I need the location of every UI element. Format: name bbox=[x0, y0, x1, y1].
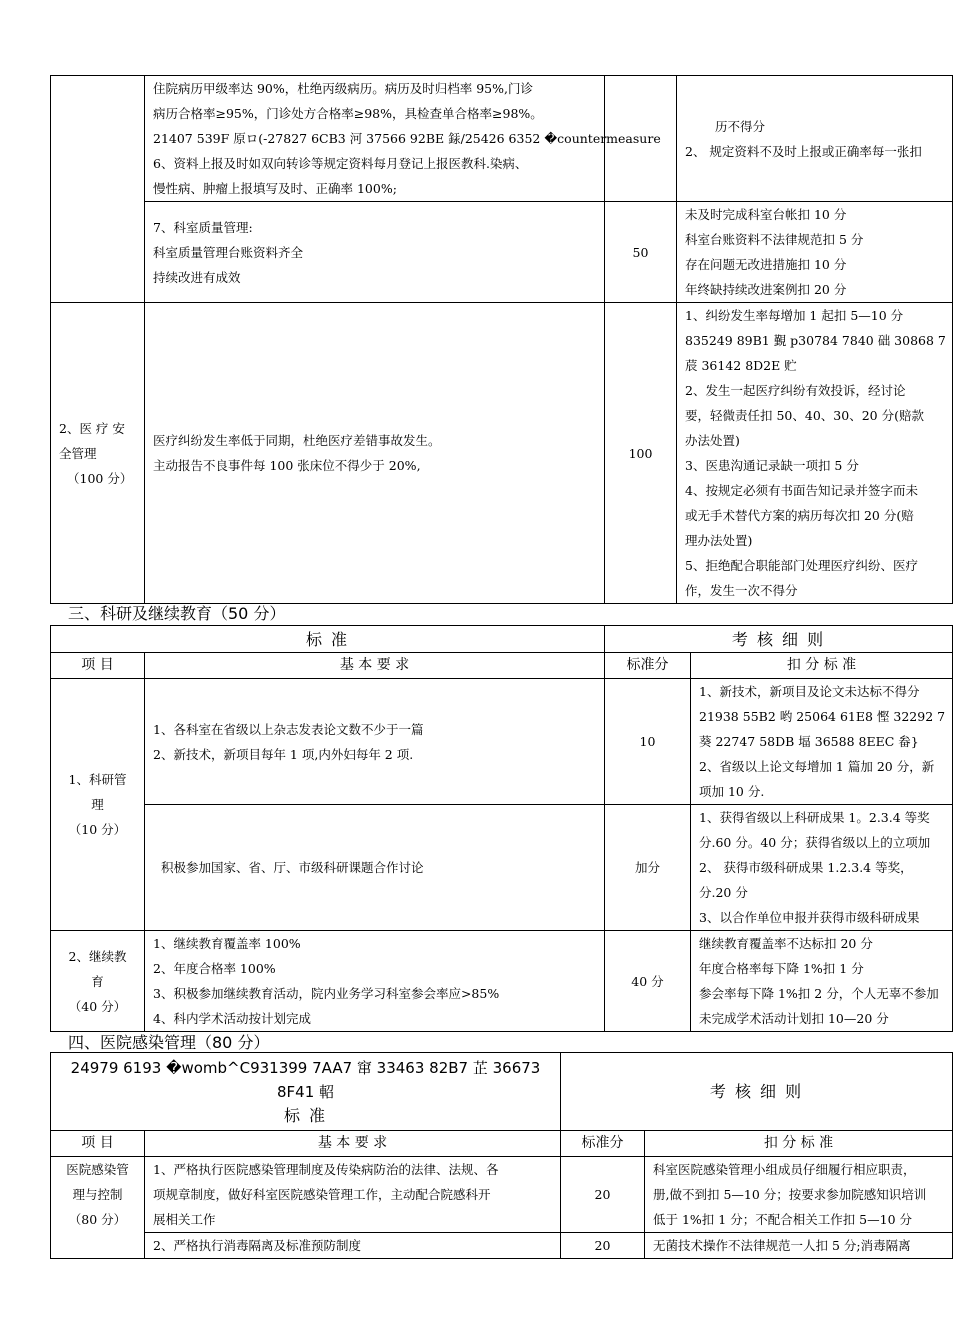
text-line: 科室台账资料不法律规范扣 5 分 bbox=[685, 232, 864, 247]
col-item: 项 目 bbox=[51, 653, 145, 679]
text-line: 21938 55B2 哟 25064 61E8 慳 32292 7 bbox=[699, 709, 946, 724]
text-line: 理办法处置) bbox=[685, 533, 753, 548]
header-standard bbox=[51, 1053, 561, 1131]
text-line: 年终缺持续改进案例扣 20 分 bbox=[685, 282, 847, 297]
text-line: 1、严格执行医院感染管理制度及传染病防治的法律、法规、各 bbox=[153, 1162, 499, 1177]
text-line: 3、医患沟通记录缺一项扣 5 分 bbox=[685, 458, 859, 473]
section-title: 三、科研及继续教育（50 分） bbox=[68, 604, 286, 623]
text-line: 1、各科室在省级以上杂志发表论文数不少于一篇 bbox=[153, 721, 424, 737]
text-line: 1、继续教育覆盖率 100% bbox=[153, 936, 301, 951]
deduction-cell bbox=[677, 202, 953, 303]
text-line: 7、科室质量管理: bbox=[153, 219, 253, 235]
table-row bbox=[51, 679, 953, 805]
text-line: 2、省级以上论文每增加 1 篇加 20 分，新 bbox=[699, 759, 935, 774]
text-line: 要，轻微责任扣 50、40、30、20 分(赔款 bbox=[685, 408, 924, 423]
col-deduction-standard: 扣 分 标 准 bbox=[691, 653, 953, 679]
header-standard: 标 准 bbox=[51, 626, 605, 653]
text-line: 2、医 疗 安 bbox=[59, 420, 125, 436]
text-line: （40 分） bbox=[68, 998, 127, 1014]
text-line: 作，发生一次不得分 bbox=[685, 583, 798, 598]
text-line: 展相关工作 bbox=[153, 1212, 216, 1227]
score-cell: 40 分 bbox=[605, 931, 691, 1032]
header-check-rules: 考 核 细 则 bbox=[605, 626, 953, 653]
text-line: 莀 36142 8D2E 贮 bbox=[685, 358, 797, 373]
text-line: 3、积极参加继续教育活动，院内业务学习科室参会率应>85% bbox=[153, 986, 500, 1001]
score-cell: 20 bbox=[561, 1233, 645, 1259]
text-line: 医疗纠纷发生率低于同期，杜绝医疗差错事故发生。 bbox=[153, 433, 441, 448]
text-line: 未完成学术活动计划扣 10—20 分 bbox=[699, 1011, 889, 1026]
text-line: 6、资料上报及时如双向转诊等规定资料每月登记上报医教科.染病、 bbox=[153, 156, 528, 171]
text-line: 育 bbox=[91, 973, 104, 989]
text-line: 低于 1%扣 1 分；不配合相关工作扣 5—10 分 bbox=[653, 1212, 913, 1227]
col-standard-score: 标准分 bbox=[561, 1131, 645, 1157]
text-line: 理与控制 bbox=[72, 1187, 123, 1202]
deduction-cell bbox=[691, 931, 953, 1032]
text-line: 项加 10 分. bbox=[699, 784, 765, 799]
text-line: 分.20 分 bbox=[699, 885, 748, 900]
basic-requirement-cell bbox=[145, 805, 605, 931]
deduction-cell bbox=[677, 76, 953, 202]
score-cell: 50 bbox=[605, 202, 677, 303]
table-row bbox=[51, 1233, 953, 1259]
table-header-row bbox=[51, 626, 953, 653]
text-line: 参会率每下降 1%扣 2 分，个人无辜不参加 bbox=[699, 986, 939, 1001]
text-line: 住院病历甲级率达 90%，杜绝丙级病历。病历及时归档率 95%,门诊 bbox=[153, 81, 533, 96]
table-header-row bbox=[51, 653, 953, 679]
score-cell: 20 bbox=[561, 1157, 645, 1233]
header-check-rules: 考 核 细 则 bbox=[561, 1053, 953, 1131]
deduction-cell bbox=[691, 679, 953, 805]
deduction-cell bbox=[677, 303, 953, 604]
text-line: （10 分） bbox=[68, 822, 127, 837]
text-line: 病历合格率≥95%，门诊处方合格率≥98%，具检查单合格率≥98%。 bbox=[153, 106, 543, 121]
deduction-cell bbox=[691, 805, 953, 931]
text-line: （80 分） bbox=[68, 1212, 127, 1227]
text-line: 办法处置) bbox=[685, 433, 740, 448]
text-line: 2、 规定资料不及时上报或正确率每一张扣 bbox=[685, 143, 922, 159]
text-line: 理 bbox=[91, 797, 104, 812]
text-line: 1、科研管 bbox=[68, 772, 127, 787]
text-line: 主动报告不良事件每 100 张床位不得少于 20%, bbox=[153, 458, 421, 473]
item-cell bbox=[51, 931, 145, 1032]
infection-control-table bbox=[50, 1052, 953, 1259]
col-basic-requirements: 基 本 要 求 bbox=[145, 1131, 561, 1157]
table-row bbox=[51, 202, 953, 303]
text-line: 册,做不到扣 5—10 分；按要求参加院感知识培训 bbox=[653, 1187, 927, 1202]
table-header-row bbox=[51, 1131, 953, 1157]
text-line: 21407 539F 原ロ(-27827 6CB3 河 37566 92BE 銾/25426 6352 �countermeasure bbox=[153, 131, 661, 146]
item-cell-empty bbox=[51, 76, 145, 303]
basic-requirement-cell bbox=[145, 931, 605, 1032]
quality-table-continued bbox=[50, 75, 953, 604]
text-line: 5、拒绝配合职能部门处理医疗纠纷、医疗 bbox=[685, 558, 918, 573]
basic-requirement-cell bbox=[145, 679, 605, 805]
basic-requirement-cell bbox=[145, 1233, 561, 1259]
text-line: 2、继续教 bbox=[68, 948, 127, 964]
text-line: 葵 22747 58DB 堛 36588 8EEC 畚} bbox=[699, 734, 919, 749]
text-line: （100 分） bbox=[67, 470, 133, 486]
item-cell bbox=[51, 303, 145, 604]
text-line: 1、新技术，新项目及论文未达标不得分 bbox=[699, 684, 920, 699]
text-line: 积极参加国家、省、厅、市级科研课题合作讨论 bbox=[161, 860, 424, 875]
text-line: 项规章制度，做好科室医院感染管理工作，主动配合院感科开 bbox=[153, 1187, 491, 1202]
text-line: 3、以合作单位申报并获得市级科研成果 bbox=[699, 910, 920, 925]
text-line: 835249 89B1 覲 p30784 7840 础 30868 7 bbox=[685, 333, 946, 348]
text-line: 4、科内学术活动按计划完成 bbox=[153, 1011, 311, 1026]
deduction-cell bbox=[645, 1233, 953, 1259]
score-cell: 100 bbox=[605, 303, 677, 604]
text-line: 24979 6193 �womb^C931399 7AA7 窜 33463 82B7 芷 36673 bbox=[70, 1058, 541, 1077]
text-line: 慢性病、肿瘤上报填写及时、正确率 100%; bbox=[153, 181, 397, 196]
research-education-table bbox=[50, 625, 953, 1032]
table-row bbox=[51, 303, 953, 604]
text-line: 历不得分 bbox=[715, 118, 766, 134]
text-line: 分.60 分。40 分；获得省级以上的立项加 bbox=[699, 835, 931, 850]
col-basic-requirements: 基 本 要 求 bbox=[145, 653, 605, 679]
text-line: 科室医院感染管理小组成员仔细履行相应职责， bbox=[653, 1162, 916, 1177]
item-cell bbox=[51, 679, 145, 931]
text-line: 医院感染管 bbox=[66, 1162, 129, 1177]
text-line: 继续教育覆盖率不达标扣 20 分 bbox=[699, 936, 873, 951]
text-line: 标 准 bbox=[283, 1105, 328, 1125]
text-line: 1、纠纷发生率每增加 1 起扣 5—10 分 bbox=[685, 308, 904, 323]
col-item: 项 目 bbox=[51, 1131, 145, 1157]
text-line: 2、年度合格率 100% bbox=[153, 961, 276, 976]
text-line: 持续改进有成效 bbox=[153, 269, 241, 285]
text-line: 2、严格执行消毒隔离及标准预防制度 bbox=[153, 1238, 361, 1253]
table-row bbox=[51, 76, 953, 202]
basic-requirement-cell bbox=[145, 1157, 561, 1233]
text-line: 4、按规定必须有书面告知记录并签字而未 bbox=[685, 483, 918, 498]
score-cell: 加分 bbox=[605, 805, 691, 931]
table-header-row bbox=[51, 1053, 953, 1131]
text-line: 无菌技术操作不法律规范一人扣 5 分;消毒隔离 bbox=[653, 1238, 911, 1253]
text-line: 2、发生一起医疗纠纷有效投诉，经讨论 bbox=[685, 383, 906, 398]
col-deduction-standard: 扣 分 标 准 bbox=[645, 1131, 953, 1157]
basic-requirement-cell bbox=[145, 76, 661, 202]
basic-requirement-cell bbox=[145, 202, 605, 303]
text-line: 2、新技术，新项目每年 1 项,内外妇每年 2 项. bbox=[153, 746, 414, 762]
basic-requirement-cell bbox=[145, 303, 605, 604]
table-row bbox=[51, 1157, 953, 1233]
text-line: 存在问题无改进措施扣 10 分 bbox=[685, 257, 847, 272]
text-line: 2、 获得市级科研成果 1.2.3.4 等奖， bbox=[699, 860, 913, 875]
text-line: 1、获得省级以上科研成果 1。2.3.4 等奖 bbox=[699, 810, 930, 825]
item-cell bbox=[51, 1157, 145, 1259]
deduction-cell bbox=[645, 1157, 953, 1233]
text-line: 科室质量管理台账资料齐全 bbox=[153, 244, 304, 260]
table-row bbox=[51, 805, 953, 931]
text-line: 8F41 軺 bbox=[276, 1082, 335, 1101]
col-standard-score: 标准分 bbox=[605, 653, 691, 679]
text-line: 年度合格率每下降 1%扣 1 分 bbox=[699, 961, 864, 976]
score-cell: 10 bbox=[605, 679, 691, 805]
text-line: 未及时完成科室台帐扣 10 分 bbox=[685, 207, 847, 222]
text-line: 全管理 bbox=[59, 445, 97, 461]
table-row bbox=[51, 931, 953, 1032]
section-title: 四、医院感染管理（80 分） bbox=[68, 1033, 270, 1052]
text-line: 或无手术替代方案的病历每次扣 20 分(赔 bbox=[685, 508, 914, 523]
